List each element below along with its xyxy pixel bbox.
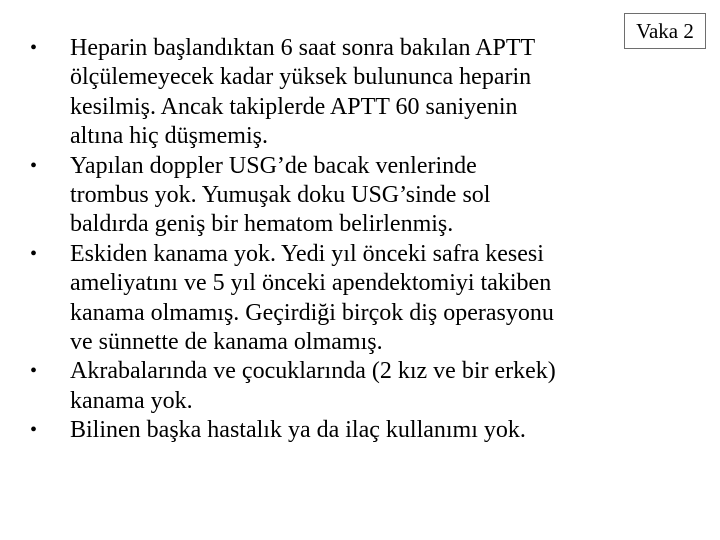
bullet-text-line: ameliyatını ve 5 yıl önceki apendektomiyi takiben xyxy=(70,270,552,297)
bullet-text-line: baldırda geniş bir hematom belirlenmiş. xyxy=(70,211,454,238)
bullet-text-line: ve sünnette de kanama olmamış. xyxy=(70,329,383,356)
bullet-text-line: Akrabalarında ve çocuklarında (2 kız ve bir erkek) xyxy=(70,358,556,385)
bullet-item xyxy=(30,416,650,445)
bullet-item xyxy=(30,357,650,416)
bullet-text-line: Heparin başlandıktan 6 saat sonra bakılan APTT xyxy=(70,35,536,61)
bullet-item xyxy=(30,240,650,358)
bullet-icon: • xyxy=(30,360,38,383)
bullet-text-line: altına hiç düşmemiş. xyxy=(70,123,268,150)
bullet-text-line: ölçülemeyecek kadar yüksek bulununca heparin xyxy=(70,64,532,91)
bullet-list xyxy=(30,34,650,446)
bullet-text-line: kesilmiş. Ancak takiplerde APTT 60 saniyenin xyxy=(70,93,518,120)
bullet-icon: • xyxy=(30,154,38,177)
bullet-text-line: trombus yok. Yumuşak doku USG’sinde sol xyxy=(70,182,491,209)
bullet-icon: • xyxy=(30,242,38,265)
bullet-icon: • xyxy=(30,419,38,442)
bullet-item xyxy=(30,152,650,240)
bullet-text-line: Bilinen başka hastalık ya da ilaç kullanımı yok. xyxy=(70,417,526,444)
bullet-icon: • xyxy=(30,37,38,59)
bullet-item xyxy=(30,34,650,152)
bullet-text-line: kanama yok. xyxy=(70,387,193,414)
bullet-text-line: Eskiden kanama yok. Yedi yıl önceki safra kesesi xyxy=(70,240,544,267)
bullet-text-line: kanama olmamış. Geçirdiği birçok diş operasyonu xyxy=(70,299,554,326)
bullet-text-line: Yapılan doppler USG’de bacak venlerinde xyxy=(70,152,477,179)
case-label: Vaka 2 xyxy=(624,13,706,49)
